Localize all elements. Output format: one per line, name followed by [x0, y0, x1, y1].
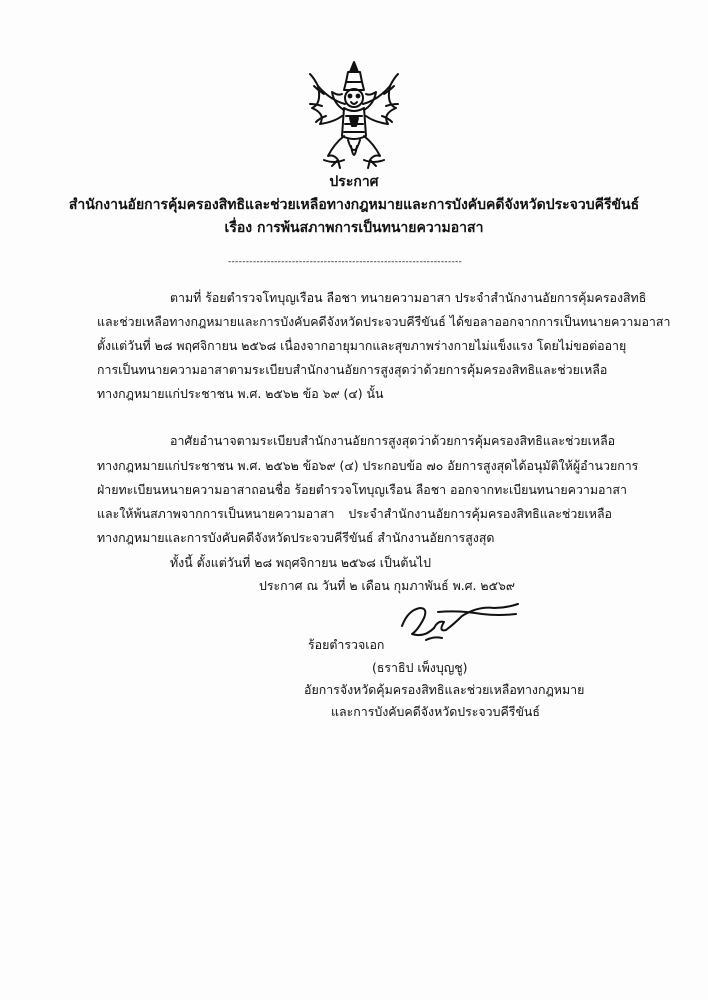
paragraph-2-line-5: ทางกฎหมายและการบังคับคดีจังหวัดประจวบคีรีขันธ์ สำนักงานอัยการสูงสุด	[97, 530, 495, 545]
paragraph-2-line-4: และให้พ้นสภาพจากการเป็นหนายความอาสา ประจำสำนักงานอัยการคุ้มครองสิทธิและช่วยเหลือ	[97, 506, 612, 521]
paragraph-1-line-5: ทางกฎหมายแก่ประชาชน พ.ศ. ๒๕๖๒ ข้อ ๖๙ (๔) นั้น	[97, 386, 384, 401]
announcement-type: ประกาศ	[329, 174, 379, 190]
paragraph-2-line-1: อาศัยอำนาจตามระเบียบสำนักงานอัยการสูงสุดว่าด้วยการคุ้มครองสิทธิและช่วยเหลือ	[170, 433, 616, 448]
announcement-date: ประกาศ ณ วันที่ ๒ เดือน กุมภาพันธ์ พ.ศ. ๒๕๖๙	[259, 578, 515, 593]
signature-image	[398, 598, 522, 646]
divider: ------------------------------------------------------------------	[228, 257, 463, 267]
signer-position-line-2: และการบังคับคดีจังหวัดประจวบคีรีขันธ์	[331, 704, 540, 719]
paragraph-1-line-4: การเป็นทนายความอาสาตามระเบียบสำนักงานอัยการสูงสุดว่าด้วยการคุ้มครองสิทธิและช่วยเหลือ	[97, 362, 608, 377]
announcement-subject: เรื่อง การพ้นสภาพการเป็นทนายความอาสา	[224, 220, 484, 236]
paragraph-1-line-2: และช่วยเหลือทางกฎหมายและการบังคับคดีจังหวัดประจวบคีรีขันธ์ ได้ขอลาออกจากการเป็นทนายความอาสา	[97, 314, 671, 329]
paragraph-2-line-2: ทางกฎหมายแก่ประชาชน พ.ศ. ๒๕๖๒ ข้อ๖๙ (๔) ประกอบข้อ ๗๐ อัยการสูงสุดได้อนุมัติให้ผู้อำนวยการ	[97, 458, 639, 473]
issuing-office: สำนักงานอัยการคุ้มครองสิทธิและช่วยเหลือทางกฎหมายและการบังคับคดีจังหวัดประจวบคีรีขันธ์	[68, 197, 640, 213]
paragraph-1-line-1: ตามที่ ร้อยตำรวจโทบุญเรือน ลือชา ทนายความอาสา ประจำสำนักงานอัยการคุ้มครองสิทธิ	[170, 290, 647, 305]
paragraph-1-line-3: ตั้งแต่วันที่ ๒๘ พฤศจิกายน ๒๕๖๘ เนื่องจากอายุมากและสุขภาพร่างกายไม่แข็งแรง โดยไม่ขอต่ออายุ	[97, 338, 627, 353]
signer-name: (ธราธิป เพ็งบุญชู)	[372, 660, 468, 675]
paragraph-2-line-3: ฝ่ายทะเบียนหนายความอาสาถอนชื่อ ร้อยตำรวจโทบุญเรือน ลือชา ออกจากทะเบียนทนายความอาสา	[97, 482, 627, 497]
effective-date: ทั้งนี้ ตั้งแต่วันที่ ๒๘ พฤศจิกายน ๒๕๖๘ เป็นต้นไป	[170, 555, 431, 570]
signer-position-line-1: อัยการจังหวัดคุ้มครองสิทธิและช่วยเหลือทางกฎหมาย	[304, 682, 585, 697]
signer-rank: ร้อยตำรวจเอก	[308, 637, 385, 652]
garuda-emblem-icon	[304, 60, 404, 172]
